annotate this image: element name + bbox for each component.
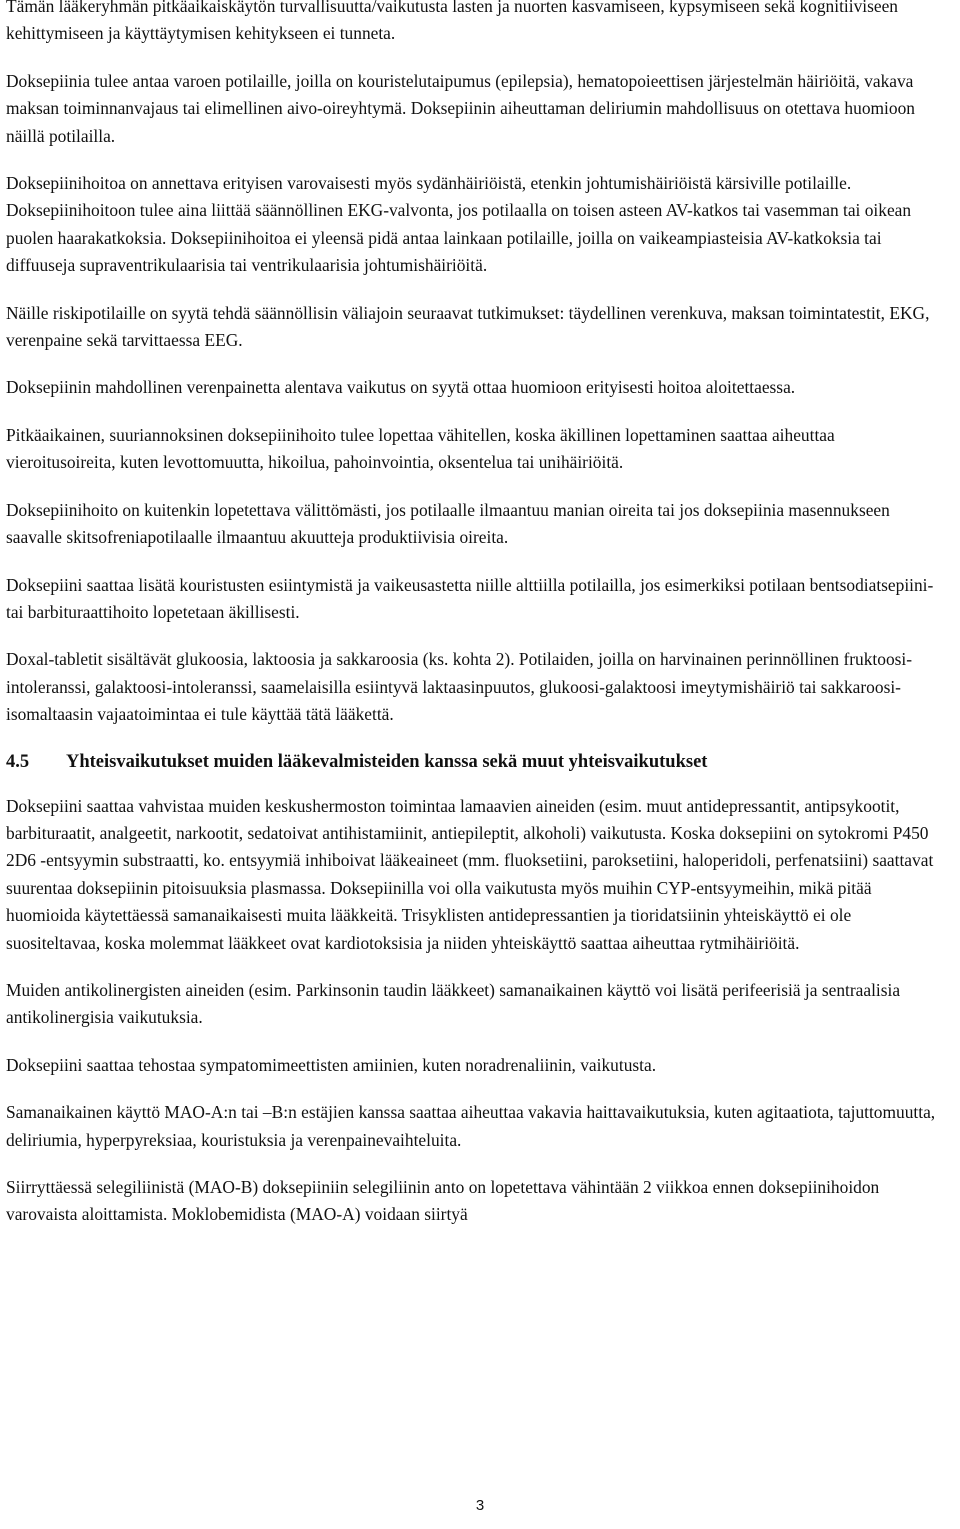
section-heading — [6, 749, 942, 776]
paragraph-caution-epilepsy: Doksepiinia tulee antaa varoen potilaille, joilla on kouristelutaipumus (epilepsia), hematopoieettisen järjestelmän häiriöitä, vakava maksan toiminnanvajaus tai elimellinen aivo-oireyhtymä. Doksepiinin aiheuttaman deliriumin mahdollisuus on otettava huomioon näillä potilailla. — [6, 70, 915, 146]
paragraph-excipients: Doxal-tabletit sisältävät glukoosia, laktoosia ja sakkaroosia (ks. kohta 2). Potilaiden, joilla on harvinainen perinnöllinen fruktoosi-intoleranssi, galaktoosi-intoleranssi, saamelaisilla esiintyvä laktaasinpuutos, glukoosi-galaktoosi imeytymishäiriö tai sakkaroosi-isomaltaasin vajaatoimintaa ei tule käyttää tätä lääkettä. — [6, 649, 913, 725]
section-title: Yhteisvaikutukset muiden lääkevalmisteiden kanssa sekä muut yhteisvaikutukset — [66, 751, 708, 772]
paragraph-gradual-discontinuation: Pitkäaikainen, suuriannoksinen doksepiinihoito tulee lopettaa vähitellen, koska äkillinen lopettaminen saattaa aiheuttaa vieroitusoireita, kuten levottomuutta, hikoilua, pahoinvointia, oksentelua tai unihäiriöitä. — [6, 424, 835, 473]
paragraph-blood-pressure: Doksepiinin mahdollinen verenpainetta alentava vaikutus on syytä ottaa huomioon erityisesti hoitoa aloitettaessa. — [6, 377, 796, 398]
paragraph-monitoring: Näille riskipotilaille on syytä tehdä säännöllisin väliajoin seuraavat tutkimukset: täydellinen verenkuva, maksan toimintatestit, EKG, verenpaine sekä tarvittaessa EEG. — [6, 302, 930, 351]
paragraph-seizures: Doksepiini saattaa lisätä kouristusten esiintymistä ja vaikeusastetta niille alttiilla potilailla, jos esimerkiksi potilaan bentsodiatsepiini- tai barbituraattihoito lopetetaan äkillisesti. — [6, 574, 934, 622]
paragraph-cardiac-caution: Doksepiinihoitoa on annettava erityisen varovaisesti myös sydänhäiriöistä, etenkin johtumishäiriöistä kärsiville potilaille. Doksepiinihoitoon tulee aina liittää säännöllinen EKG-valvonta, jos potilaalla on toisen asteen AV-katkos tai vasemman tai oikean puolen haarakatkoksia. Doksepiinihoitoa ei yleensä pidä antaa lainkaan potilaille, joilla on vaikeampiasteisia AV-katkoksia tai diffuuseja supraventrikulaarisia tai ventrikulaarisia johtumishäiriöitä. — [6, 173, 912, 276]
page-number: 3 — [475, 1497, 485, 1514]
paragraph-sympathomimetic: Doksepiini saattaa tehostaa sympatomimeettisten amiinien, kuten noradrenaliinin, vaikutusta. — [6, 1054, 657, 1075]
paragraph-cns-interactions: Doksepiini saattaa vahvistaa muiden keskushermoston toimintaa lamaavien aineiden (esim. muut antidepressantit, antipsykootit, barbituraatit, analgeetit, narkootit, sedatoivat antihistamiinit, antiepileptit, alkoholi) vaikutusta. Koska doksepiini on sytokromi P450 2D6 -entsyymin substraatti, ko. entsyymiä inhiboivat lääkeaineet (mm. fluoksetiini, paroksetiini, haloperidoli, perfenatsiini) saattavat suurentaa doksepiinin pitoisuuksia plasmassa. Doksepiinilla voi olla vaikutusta myös muihin CYP-entsyymeihin, mikä pitää huomioida käytettäessä samanaikaisesti muita lääkkeitä. Trisyklisten antidepressantien ja tioridatsiinin yhteiskäyttö ei ole suositeltavaa, koska molemmat lääkkeet ovat kardiotoksisia ja niiden yhteiskäyttö saattaa aiheuttaa rytmihäiriöitä. — [6, 795, 934, 953]
paragraph-immediate-discontinuation: Doksepiinihoito on kuitenkin lopetettava välittömästi, jos potilaalle ilmaantuu manian oireita tai jos doksepiinia masennukseen saavalle skitsofreniapotilaalle ilmaantuu akuutteja produktiivisia oireita. — [6, 499, 890, 548]
paragraph-children-safety: Tämän lääkeryhmän pitkäaikaiskäytön turvallisuutta/vaikutusta lasten ja nuorten kasvamiseen, kypsymiseen sekä kognitiiviseen kehittymiseen ja käyttäytymisen kehitykseen ei tunneta. — [6, 0, 899, 44]
paragraph-selegiline-switch: Siirryttäessä selegiliinistä (MAO-B) doksepiiniin selegiliinin anto on lopetettava vähintään 2 viikkoa ennen doksepiinihoidon varovaista aloittamista. Moklobemidista (MAO-A) voidaan siirtyä — [6, 1177, 880, 1225]
paragraph-anticholinergic: Muiden antikolinergisten aineiden (esim. Parkinsonin taudin lääkkeet) samanaikainen käyttö voi lisätä perifeerisiä ja sentraalisia antikolinergisia vaikutuksia. — [6, 979, 901, 1028]
paragraph-mao-inhibitors: Samanaikainen käyttö MAO-A:n tai –B:n estäjien kanssa saattaa aiheuttaa vakavia haittavaikutuksia, kuten agitaatiota, tajuttomuutta, deliriumia, hyperpyreksiaa, kouristuksia ja verenpainevaihteluita. — [6, 1102, 936, 1150]
section-number: 4.5 — [6, 751, 30, 772]
